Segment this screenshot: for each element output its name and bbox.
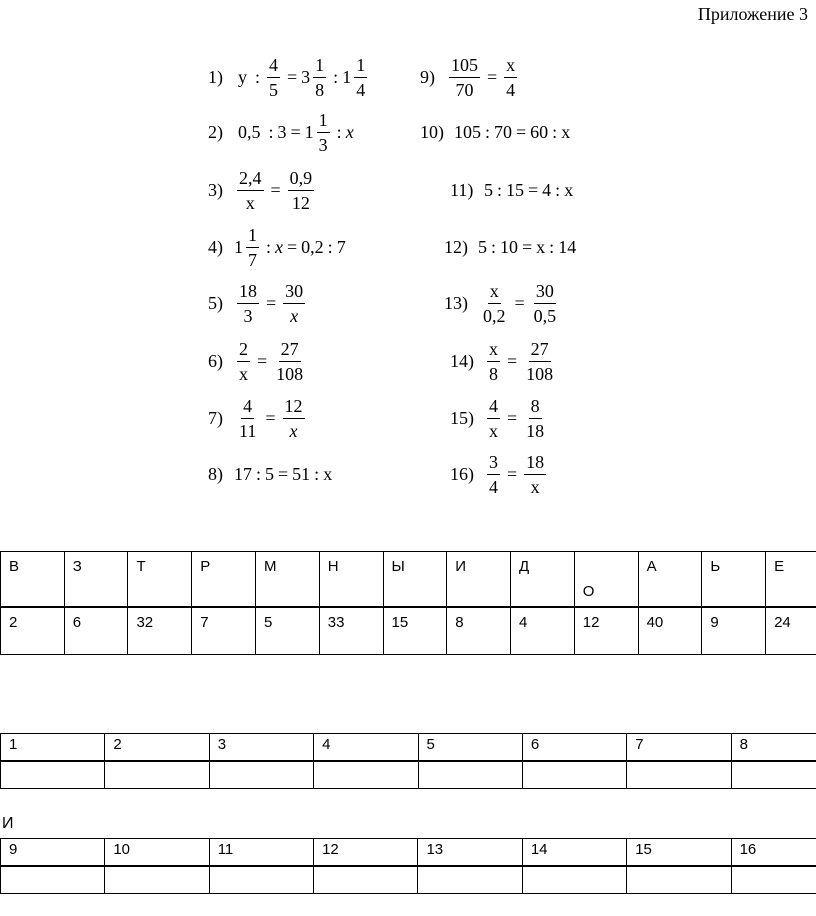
key-value: 6: [64, 607, 128, 655]
key-value: 40: [638, 607, 702, 655]
answer-cell[interactable]: [522, 866, 626, 894]
equation-11: 11) 5 : 15 = 4 : х: [450, 179, 574, 200]
answer-cell[interactable]: [314, 866, 418, 894]
answer-cell[interactable]: [418, 866, 522, 894]
key-letter: Р: [192, 552, 256, 608]
key-letter: Ь: [702, 552, 766, 608]
answer-cell[interactable]: [731, 761, 816, 789]
answer-number: 3: [209, 734, 313, 762]
key-value: 32: [128, 607, 192, 655]
key-value: 12: [574, 607, 638, 655]
answer-number: 1: [1, 734, 105, 762]
answer-grid-1: [0, 733, 816, 789]
key-letter: Ы: [383, 552, 447, 608]
key-value: 24: [766, 607, 816, 655]
answer-number: 5: [418, 734, 522, 762]
key-value: 5: [255, 607, 319, 655]
appendix-header: Приложение 3: [697, 4, 808, 24]
equation-9: 9) $\frac{105}{70}$ = $\frac{х}{4}$: [420, 54, 516, 100]
equation-16: 16) $\frac{3}{4}$ = $\frac{18}{х}$: [450, 451, 545, 497]
key-value: 2: [1, 607, 65, 655]
letter-key-table: [0, 551, 816, 655]
key-letter: Е: [766, 552, 816, 608]
answer-cell[interactable]: [1, 866, 105, 894]
key-letter: И: [447, 552, 511, 608]
equation-4: 4) 1 $\frac{1}{7}$ : x = 0,2 : 7: [208, 224, 346, 270]
key-letter: О: [574, 552, 638, 608]
equation-6: 6) $\frac{2}{х}$ = $\frac{27}{108}$: [208, 338, 304, 384]
answer-cell[interactable]: [627, 866, 731, 894]
equation-8: 8) 17 : 5 = 51 : х: [208, 463, 333, 484]
answer-cell[interactable]: [209, 761, 313, 789]
equation-14: 14) $\frac{х}{8}$ = $\frac{27}{108}$: [450, 338, 554, 384]
equation-15: 15) $\frac{4}{х}$ = $\frac{8}{18}$: [450, 395, 545, 441]
answer-cell[interactable]: [1, 761, 105, 789]
key-letter: А: [638, 552, 702, 608]
answer-number: 14: [522, 839, 626, 867]
key-value: 4: [511, 607, 575, 655]
answer-cell[interactable]: [522, 761, 626, 789]
answer-number: 13: [418, 839, 522, 867]
equation-3: 3) $\frac{2,4}{х}$ = $\frac{0,9}{12}$: [208, 167, 313, 213]
answer-cell[interactable]: [105, 866, 209, 894]
key-letter: Н: [319, 552, 383, 608]
answer-grid-2: [0, 838, 816, 894]
key-value: 8: [447, 607, 511, 655]
key-letter: Т: [128, 552, 192, 608]
answer-number: 6: [522, 734, 626, 762]
key-letter: З: [64, 552, 128, 608]
equation-1: 1) у : $\frac{4}{5}$ = 3 $\frac{1}{8}$ : 1 $\frac{1}{4}$: [208, 54, 366, 100]
equation-10: 10) 105 : 70 = 60 : х: [420, 121, 571, 142]
key-value: 15: [383, 607, 447, 655]
key-value: 7: [192, 607, 256, 655]
answer-number: 7: [627, 734, 731, 762]
key-value: 9: [702, 607, 766, 655]
key-value: 33: [319, 607, 383, 655]
equation-13: 13) $\frac{х}{0,2}$ = $\frac{30}{0,5}$: [444, 280, 557, 326]
answer-cell[interactable]: [209, 866, 313, 894]
key-letter: Д: [511, 552, 575, 608]
key-letter: В: [1, 552, 65, 608]
answer-number: 12: [314, 839, 418, 867]
answer-number: 9: [1, 839, 105, 867]
answer-cell[interactable]: [418, 761, 522, 789]
equation-2: 2) 0,5 : 3 = 1 $\frac{1}{3}$ : x: [208, 109, 354, 155]
answer-cell[interactable]: [731, 866, 816, 894]
answer-cell[interactable]: [314, 761, 418, 789]
answer-number: 15: [627, 839, 731, 867]
answer-cell[interactable]: [627, 761, 731, 789]
answer-number: 4: [314, 734, 418, 762]
equation-12: 12) 5 : 10 = х : 14: [444, 236, 577, 257]
key-letter: М: [255, 552, 319, 608]
note-letter: И: [2, 815, 14, 832]
answer-number: 16: [731, 839, 816, 867]
answer-number: 8: [731, 734, 816, 762]
answer-number: 2: [105, 734, 209, 762]
answer-number: 11: [209, 839, 313, 867]
equation-7: 7) $\frac{4}{11}$ = $\frac{12}{x}$: [208, 395, 303, 441]
answer-number: 10: [105, 839, 209, 867]
equation-5: 5) $\frac{18}{3}$ = $\frac{30}{x}$: [208, 280, 304, 326]
answer-cell[interactable]: [105, 761, 209, 789]
